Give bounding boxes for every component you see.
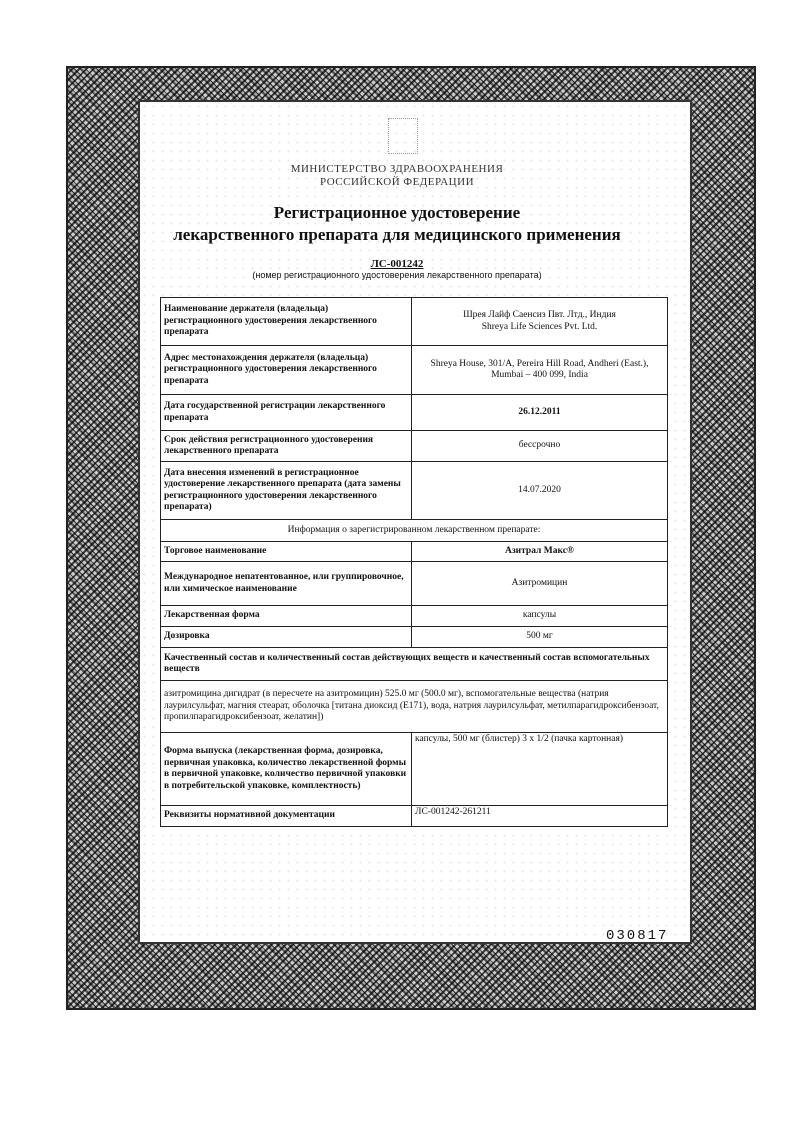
registration-table bbox=[160, 297, 668, 827]
coat-of-arms-emblem bbox=[388, 118, 418, 154]
registration-number-caption: (номер регистрационного удостоверения лекарственного препарата) bbox=[252, 270, 542, 280]
table-row bbox=[161, 346, 668, 395]
document-title-1: Регистрационное удостоверение bbox=[273, 203, 521, 222]
info-header: Информация о зарегистрированном лекарственном препарате: bbox=[161, 520, 668, 542]
table-row bbox=[161, 627, 668, 648]
row-value: 500 мг bbox=[412, 627, 668, 648]
registration-number: ЛС-001242 bbox=[370, 258, 424, 270]
table-row bbox=[161, 648, 668, 681]
row-label: Адрес местонахождения держателя (владельца) регистрационного удостоверения лекарственного препарата bbox=[161, 346, 412, 395]
ministry-line-2: РОССИЙСКОЙ ФЕДЕРАЦИИ bbox=[319, 176, 475, 188]
composition-text: азитромицина дигидрат (в пересчете на азитромицин) 525.0 мг (500.0 мг), вспомогательные вещества (натрия лаурилсульфат, магния стеарат, оболочка [титана диоксид (E171), вода, натрия лаурилсульфат, метилпарагидроксибензоат, пропилпарагидроксибензоат, желатин]) bbox=[161, 681, 668, 733]
table-row bbox=[161, 542, 668, 562]
row-value: 14.07.2020 bbox=[412, 462, 668, 520]
composition-header: Качественный состав и количественный состав действующих веществ и качественный состав вспомогательных веществ bbox=[161, 648, 668, 681]
row-value: 26.12.2011 bbox=[412, 395, 668, 431]
row-value bbox=[412, 298, 668, 346]
table-row bbox=[161, 462, 668, 520]
row-value: Азитрал Макс® bbox=[412, 542, 668, 562]
holder-name-ru: Шрея Лайф Саенсиз Пвт. Лтд., Индия bbox=[463, 310, 616, 320]
holder-name-en: Shreya Life Sciences Pvt. Ltd. bbox=[481, 321, 598, 332]
document-title-2: лекарственного препарата для медицинского применения bbox=[173, 225, 621, 244]
row-label: Дата государственной регистрации лекарственного препарата bbox=[161, 395, 412, 431]
table-row bbox=[161, 520, 668, 542]
row-label: Форма выпуска (лекарственная форма, дозировка, первичная упаковка, количество лекарственной формы в первичной упаковке, количество первичной упаковки в потребительской упаковке, комплектность) bbox=[161, 733, 412, 806]
ministry-line-1: МИНИСТЕРСТВО ЗДРАВООХРАНЕНИЯ bbox=[290, 163, 504, 175]
table-row bbox=[161, 681, 668, 733]
table-row bbox=[161, 806, 668, 827]
row-label: Торговое наименование bbox=[161, 542, 412, 562]
row-label: Лекарственная форма bbox=[161, 606, 412, 627]
row-label: Срок действия регистрационного удостоверения лекарственного препарата bbox=[161, 431, 412, 462]
table-row bbox=[161, 562, 668, 606]
row-value: бессрочно bbox=[412, 431, 668, 462]
row-label: Реквизиты нормативной документации bbox=[161, 806, 412, 827]
row-value: Shreya House, 301/A, Pereira Hill Road, Andheri (East.), Mumbai – 400 099, India bbox=[412, 346, 668, 395]
serial-number: 030817 bbox=[606, 928, 669, 944]
row-value: капсулы bbox=[412, 606, 668, 627]
row-value: капсулы, 500 мг (блистер) 3 x 1/2 (пачка картонная) bbox=[412, 733, 668, 806]
row-value: Азитромицин bbox=[412, 562, 668, 606]
table-row bbox=[161, 298, 668, 346]
row-label: Дозировка bbox=[161, 627, 412, 648]
row-label: Международное непатентованное, или группировочное, или химическое наименование bbox=[161, 562, 412, 606]
row-value: ЛС-001242-261211 bbox=[412, 806, 668, 827]
table-row bbox=[161, 733, 668, 806]
table-row bbox=[161, 431, 668, 462]
row-label: Наименование держателя (владельца) регистрационного удостоверения лекарственного препарата bbox=[161, 298, 412, 346]
table-row bbox=[161, 395, 668, 431]
table-row bbox=[161, 606, 668, 627]
row-label: Дата внесения изменений в регистрационное удостоверение лекарственного препарата (дата замены регистрационного удостоверения лекарственного препарата) bbox=[161, 462, 412, 520]
